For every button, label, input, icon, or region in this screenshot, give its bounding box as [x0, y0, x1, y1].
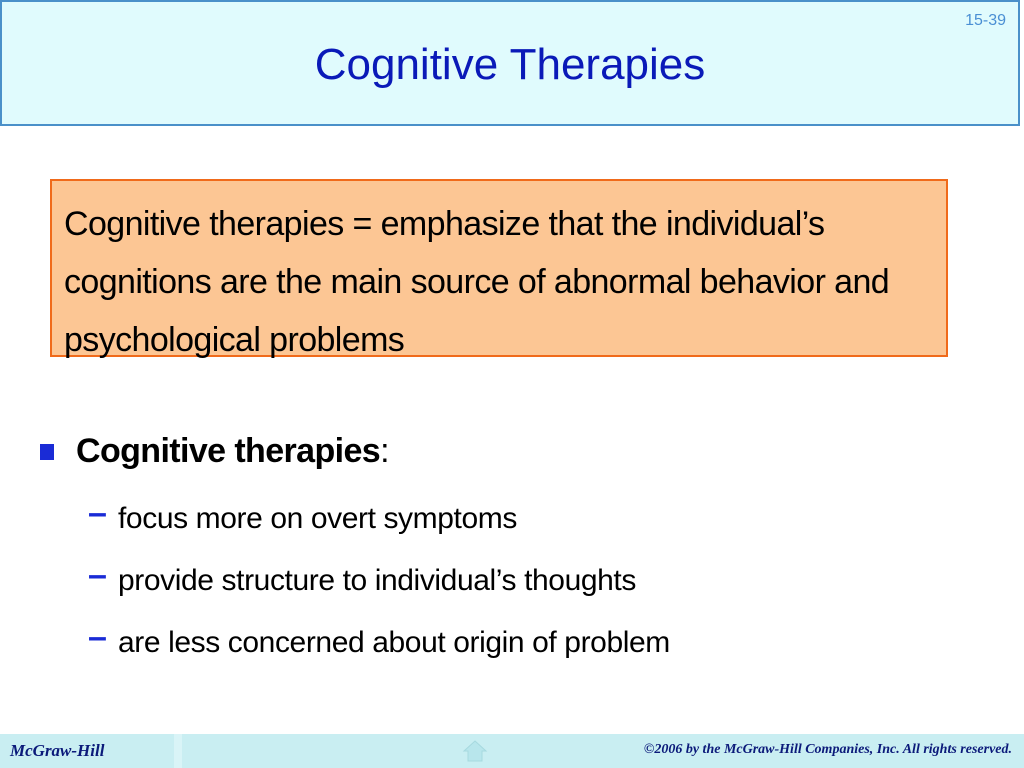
- dash-bullet-icon: –: [88, 494, 107, 532]
- footer-bar: [0, 734, 1024, 768]
- definition-box: Cognitive therapies = emphasize that the individual’s cognitions are the main source of abnormal behavior and psychological problems: [50, 179, 948, 357]
- footer-copyright: ©2006 by the McGraw-Hill Companies, Inc. All rights reserved.: [643, 742, 1012, 757]
- sub-bullet-item: [88, 556, 980, 626]
- dash-bullet-icon: –: [88, 556, 107, 594]
- slide-number: 15-39: [965, 12, 1006, 29]
- bullet-list: [40, 432, 980, 688]
- sub-bullet-text: focus more on overt symptoms: [118, 502, 517, 535]
- footer-publisher: McGraw-Hill: [10, 741, 105, 760]
- slide-title: Cognitive Therapies: [314, 40, 706, 89]
- bullet-main-suffix: :: [380, 432, 389, 470]
- footer-divider: [174, 734, 182, 768]
- title-panel: [0, 0, 1020, 126]
- bullet-main-bold: Cognitive therapies: [76, 432, 381, 470]
- bullet-main: [40, 432, 980, 484]
- square-bullet-icon: [40, 444, 54, 460]
- sub-bullet-text: are less concerned about origin of problem: [118, 626, 670, 659]
- dash-bullet-icon: –: [88, 618, 107, 656]
- sub-bullet-text: provide structure to individual’s thoughts: [118, 564, 636, 597]
- home-icon[interactable]: [462, 738, 488, 764]
- sub-bullet-item: [88, 494, 980, 564]
- sub-bullet-list: [40, 494, 980, 688]
- sub-bullet-item: [88, 618, 980, 688]
